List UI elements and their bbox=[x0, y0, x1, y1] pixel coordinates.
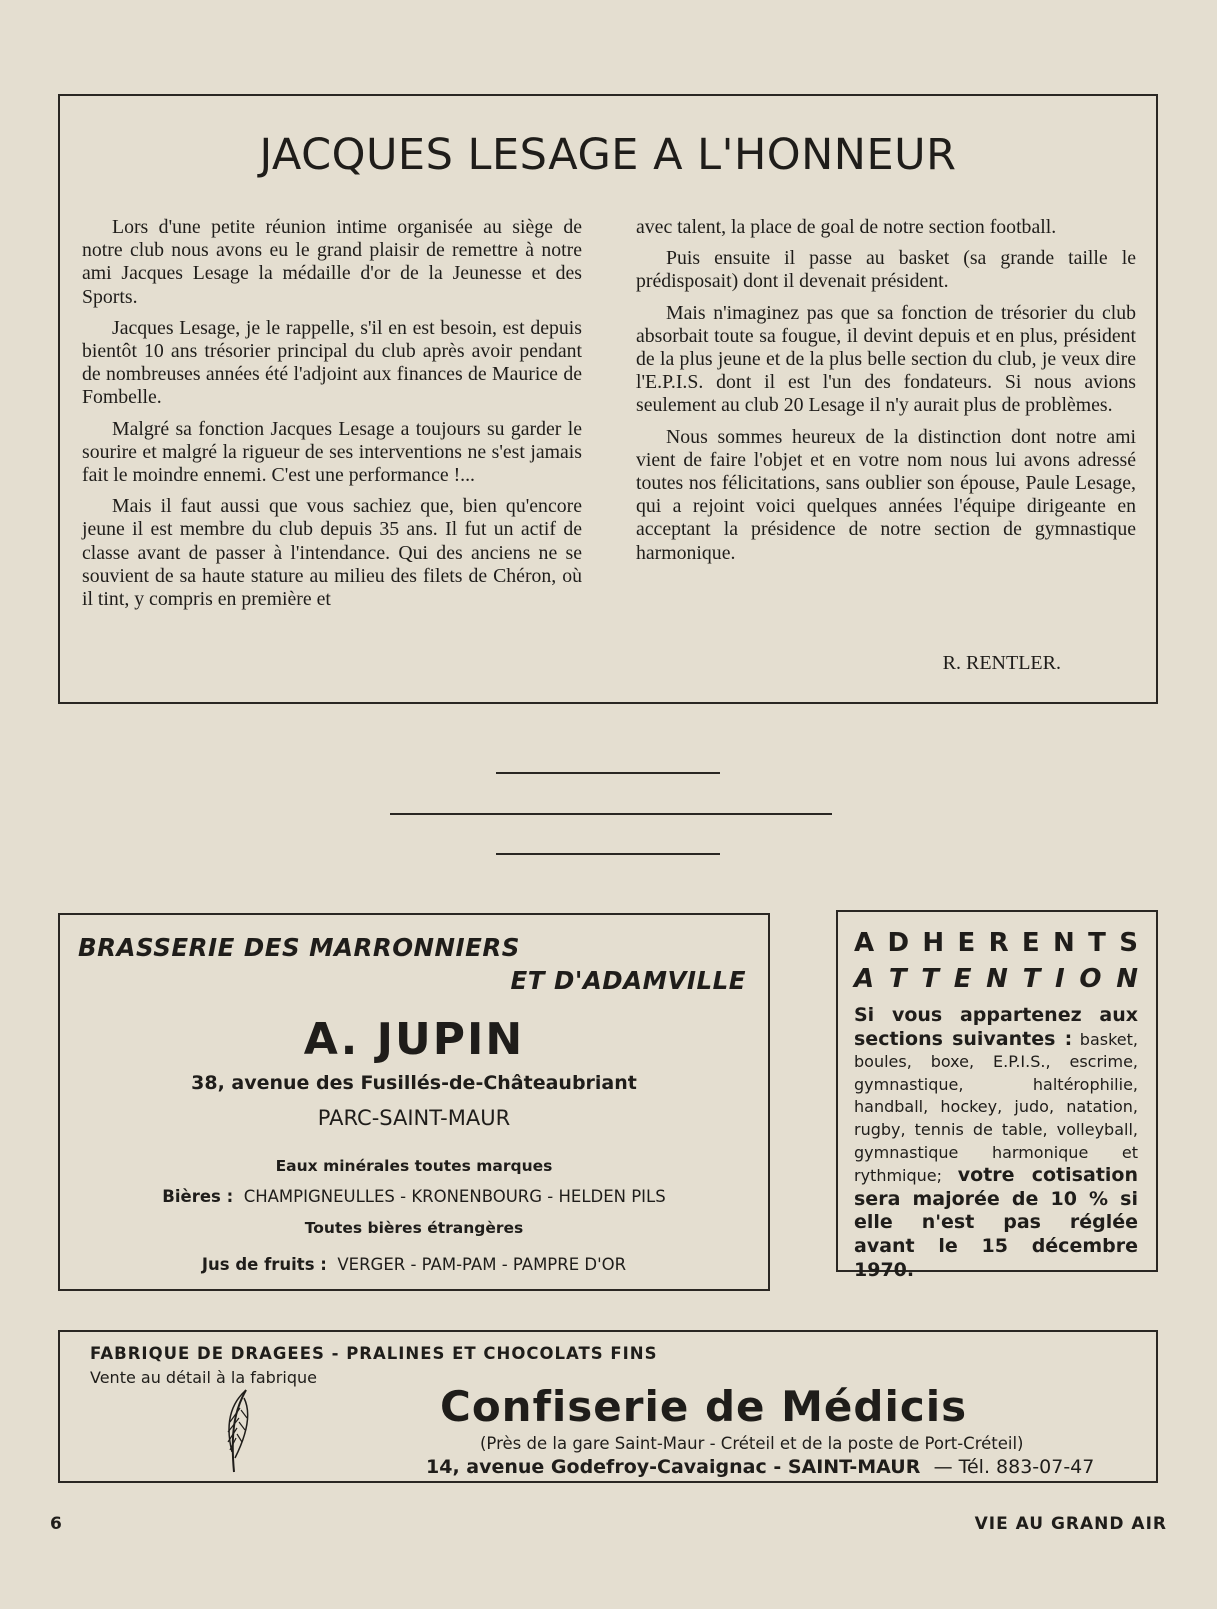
article-signature: R. RENTLER. bbox=[942, 652, 1061, 674]
divider-rule bbox=[390, 813, 832, 815]
brasserie-owner: A. JUPIN bbox=[303, 1014, 525, 1065]
heading-letter: H bbox=[922, 928, 945, 958]
brasserie-ad bbox=[58, 913, 770, 1291]
article-box bbox=[58, 94, 1158, 704]
heading-letter: N bbox=[1116, 964, 1138, 994]
brasserie-eaux: Eaux minérales toutes marques bbox=[275, 1157, 553, 1175]
article-paragraph: Mais il faut aussi que vous sachiez que, bien qu'encore jeune il est membre du club depuis 35 ans. Il fut un actif de classe avant de passer à l'intendance. Qui des anciens ne se souvient de sa haute stature au milieu des filets de Chéron, où il tint, y compris en première et bbox=[82, 495, 582, 611]
article-paragraph: avec talent, la place de goal de notre section football. bbox=[636, 216, 1057, 238]
confiserie-address bbox=[426, 1456, 1094, 1478]
divider-rule bbox=[496, 853, 720, 855]
confiserie-location-note: (Près de la gare Saint-Maur - Créteil et de la poste de Port-Créteil) bbox=[480, 1434, 1024, 1453]
brasserie-title-line2: ET D'ADAMVILLE bbox=[510, 966, 746, 995]
heading-letter: E bbox=[1021, 928, 1040, 958]
heading-letter: T bbox=[1088, 928, 1106, 958]
brasserie-bieres bbox=[60, 1187, 768, 1206]
article-column-right bbox=[636, 216, 1136, 573]
heading-letter: T bbox=[921, 964, 939, 994]
heading-letter: O bbox=[1079, 964, 1102, 994]
confiserie-subtitle: Vente au détail à la fabrique bbox=[90, 1368, 317, 1387]
divider-rule bbox=[496, 772, 720, 774]
article-title: JACQUES LESAGE A L'HONNEUR bbox=[259, 130, 957, 180]
brasserie-jus-list: VERGER - PAM-PAM - PAMPRE D'OR bbox=[337, 1255, 627, 1274]
attention-heading bbox=[854, 964, 1138, 994]
confiserie-name: Confiserie de Médicis bbox=[440, 1382, 968, 1431]
brasserie-etrangeres: Toutes bières étrangères bbox=[304, 1219, 524, 1237]
brasserie-jus bbox=[60, 1255, 768, 1274]
adherents-sections: basket, boules, boxe, E.P.I.S., escrime, gymnastique, haltérophilie, handball, hockey, judo, natation, rugby, tennis de table, volleyball, gymnastique harmonique et rythmique; bbox=[854, 1029, 1138, 1186]
publication-name: VIE AU GRAND AIR bbox=[974, 1514, 1167, 1534]
adherents-warning: votre cotisation sera majorée de 10 % si elle n'est pas réglée avant le 15 décembre 1970. bbox=[854, 1164, 1138, 1281]
heading-letter: N bbox=[1053, 928, 1075, 958]
heading-letter: T bbox=[1022, 964, 1041, 994]
article-paragraph: Nous sommes heureux de la distinction dont notre ami vient de faire l'objet et en votre nom nous lui avons adressé toutes nos félicitations, sans oublier son épouse, Paule Lesage, qui a rejoint voici quelques années l'équipe dirigeante en acceptant la présidence de notre section de gymnastique harmonique. bbox=[636, 425, 1136, 564]
brasserie-bieres-list: CHAMPIGNEULLES - KRONENBOURG - HELDEN PILS bbox=[243, 1187, 666, 1206]
brasserie-city: PARC-SAINT-MAUR bbox=[317, 1106, 511, 1130]
heading-letter: I bbox=[1055, 964, 1065, 994]
confiserie-phone: — Tél. 883-07-47 bbox=[933, 1456, 1095, 1478]
adherents-notice bbox=[836, 910, 1158, 1281]
page-number: 6 bbox=[50, 1514, 62, 1534]
adherents-heading bbox=[854, 928, 1138, 958]
brasserie-jus-label: Jus de fruits : bbox=[201, 1255, 327, 1274]
article-paragraph: Puis ensuite il passe au basket (sa grande taille le prédisposait) dont il devenait président. bbox=[636, 247, 1136, 293]
adherents-body bbox=[854, 1004, 1138, 1282]
article-column-left bbox=[82, 216, 582, 619]
confiserie-ad bbox=[58, 1330, 1158, 1483]
brasserie-address: 38, avenue des Fusillés-de-Châteaubriant bbox=[191, 1072, 637, 1094]
heading-letter: A bbox=[854, 964, 875, 994]
heading-letter: S bbox=[1119, 928, 1138, 958]
heading-letter: N bbox=[986, 964, 1008, 994]
heading-letter: R bbox=[988, 928, 1009, 958]
article-paragraph: Lors d'une petite réunion intime organisée au siège de notre club nous avons eu le grand plaisir de remettre à notre ami Jacques Lesage la médaille d'or de la Jeunesse et des Sports. bbox=[82, 216, 582, 308]
brasserie-title-line1: BRASSERIE DES MARRONNIERS bbox=[78, 933, 520, 962]
heading-letter: E bbox=[957, 928, 976, 958]
heading-letter: A bbox=[854, 928, 875, 958]
article-paragraph: Malgré sa fonction Jacques Lesage a toujours su garder le sourire et malgré la rigueur de ses interventions ne s'est jamais fait le moindre ennemi. C'est une performance !... bbox=[82, 417, 582, 487]
adherents-lead: Si vous appartenez aux sections suivantes : bbox=[854, 1004, 1138, 1050]
article-paragraph: Jacques Lesage, je le rappelle, s'il en est besoin, est depuis bientôt 10 ans trésorier principal du club après avoir pendant de nombreuses années été l'adjoint aux finances de Maurice de Fombelle. bbox=[82, 316, 582, 409]
heading-letter: T bbox=[888, 964, 907, 994]
confiserie-title: FABRIQUE DE DRAGEES - PRALINES ET CHOCOLATS FINS bbox=[90, 1344, 658, 1363]
heading-letter: E bbox=[953, 964, 972, 994]
brasserie-bieres-label: Bières : bbox=[162, 1187, 234, 1206]
heading-letter: D bbox=[887, 928, 910, 958]
confiserie-street: 14, avenue Godefroy-Cavaignac - SAINT-MAUR bbox=[426, 1456, 921, 1478]
article-paragraph: Mais n'imaginez pas que sa fonction de trésorier du club absorbait toute sa fougue, il devint depuis et en plus, président de la plus jeune et de la plus belle section du club, je veux dire l'E.P.I.S. dont il est l'un des fondateurs. Si nous avions seulement au club 20 Lesage il n'y aurait plus de problèmes. bbox=[636, 301, 1136, 417]
feather-icon bbox=[222, 1388, 252, 1474]
